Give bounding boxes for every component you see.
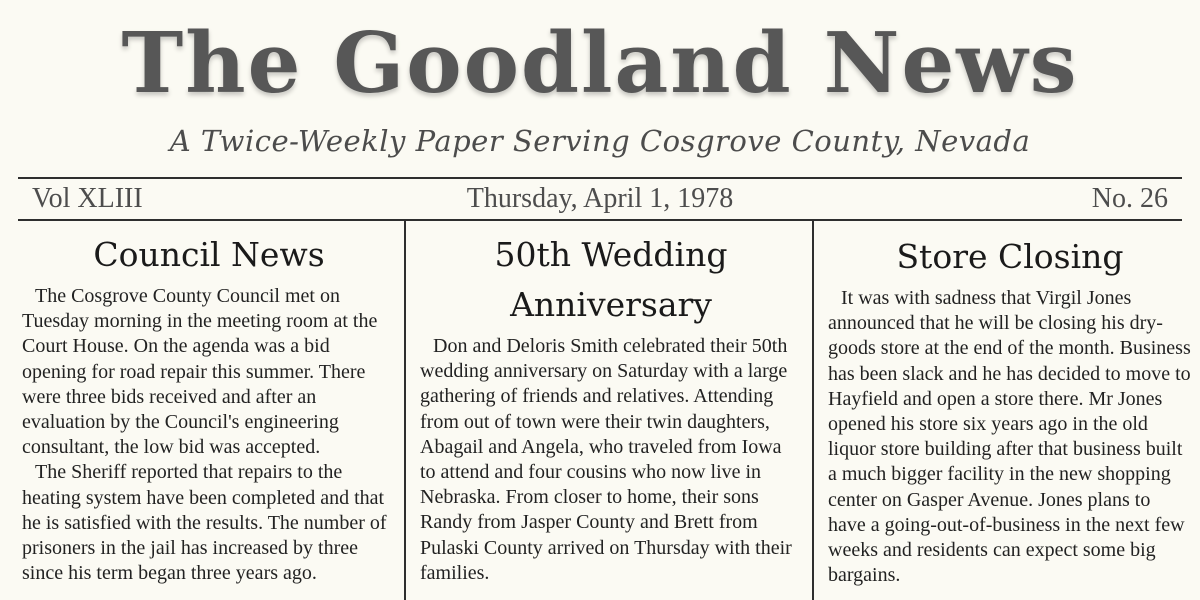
article-wedding-anniversary: [420, 226, 802, 600]
dateline-top-rule: [18, 177, 1182, 179]
article-paragraph: It was with sadness that Virgil Jones announced that he will be closing his dry-goods store at the end of the month. Business has been slack and he has decided to move to Hayfield and open a store there. Mr Jones opened his store six years ago in the old liquor store building after that business built a much bigger facility in the new shopping center on Gasper Avenue. Jones plans to have a going-out-of-business in the next few weeks and residents can expect some big bargains.: [828, 287, 1191, 587]
column-divider: [812, 221, 814, 600]
newspaper-subtitle: A Twice-Weekly Paper Serving Cosgrove County, Nevada: [169, 124, 1031, 158]
newspaper-title: The Goodland News: [121, 14, 1079, 112]
dateline: [0, 181, 1200, 217]
masthead: [0, 0, 1200, 175]
dateline-bottom-rule: [18, 219, 1182, 221]
article-paragraph: The Cosgrove County Council met on Tuesday morning in the meeting room at the Court House. On the agenda was a bid opening for road repair this summer. There were three bids received and after an evaluation by the Council's engineering consultant, the low bid was accepted.: [22, 285, 378, 459]
article-headline: 50th Wedding Anniversary: [494, 235, 728, 324]
article-headline: Store Closing: [896, 237, 1124, 276]
issue-number: No. 26: [1091, 183, 1168, 214]
article-paragraph: The Sheriff reported that repairs to the heating system have been completed and that he is satisfied with the results. The number of prisoners in the jail has increased by three since his term began three years ago.: [22, 461, 387, 585]
article-paragraph: Don and Deloris Smith celebrated their 50th wedding anniversary on Saturday with a large gathering of friends and relatives. Attending from out of town were their twin daughters, Abagail and Angela, who traveled from Iowa to attend and four cousins who now live in Nebraska. From closer to home, their sons Randy from Jasper County and Brett from Pulaski County arrived on Thursday with their families.: [420, 335, 792, 584]
column-divider: [404, 221, 406, 600]
article-store-closing: [828, 226, 1192, 600]
volume-label: Vol XLIII: [32, 183, 143, 214]
issue-date: Thursday, April 1, 1978: [466, 183, 734, 214]
article-headline: Council News: [93, 235, 325, 274]
article-council-news: [22, 226, 396, 600]
